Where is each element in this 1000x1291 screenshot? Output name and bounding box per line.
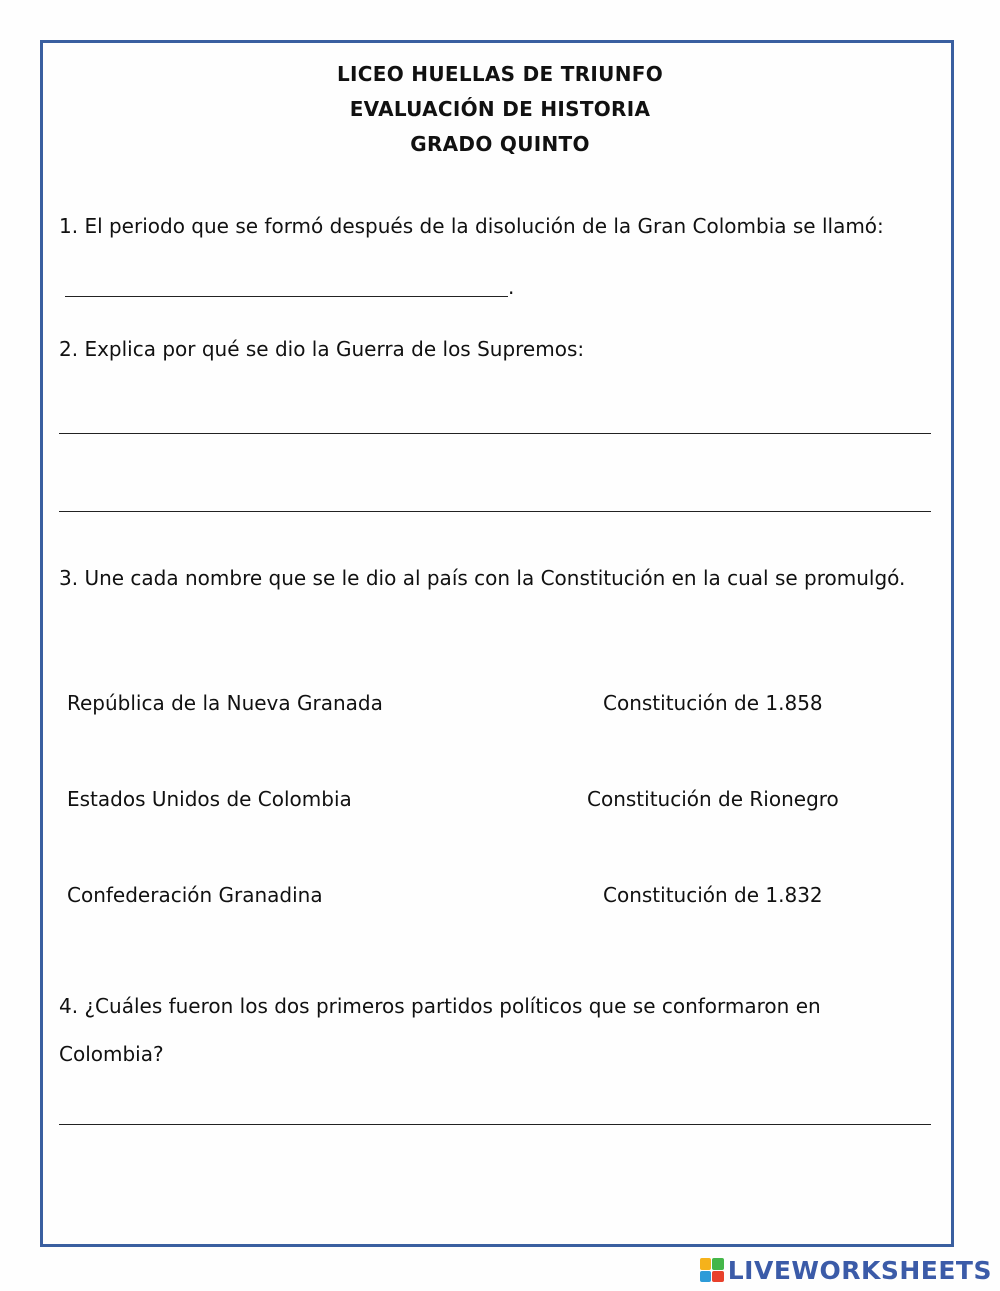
match-constitution-1[interactable]: Constitución de 1.858 — [603, 691, 823, 715]
liveworksheets-logo-icon — [700, 1258, 724, 1282]
question-2: 2. Explica por qué se dio la Guerra de los Supremos: — [59, 337, 585, 361]
match-name-3[interactable]: Confederación Granadina — [67, 883, 323, 907]
question-4-line-2: Colombia? — [59, 1042, 164, 1066]
question-4-line-1: 4. ¿Cuáles fueron los dos primeros partidos políticos que se conformaron en — [59, 994, 821, 1018]
answer-line-1-period: . — [508, 275, 515, 299]
grade-level: GRADO QUINTO — [410, 132, 590, 156]
match-name-2[interactable]: Estados Unidos de Colombia — [67, 787, 352, 811]
liveworksheets-logo-text: LIVEWORKSHEETS — [727, 1255, 992, 1285]
answer-line-4[interactable] — [59, 1124, 931, 1125]
exam-title: EVALUACIÓN DE HISTORIA — [349, 97, 651, 121]
match-constitution-3[interactable]: Constitución de 1.832 — [603, 883, 823, 907]
answer-line-2b[interactable] — [59, 511, 931, 512]
match-name-1[interactable]: República de la Nueva Granada — [67, 691, 383, 715]
school-name: LICEO HUELLAS DE TRIUNFO — [336, 62, 664, 86]
answer-line-1[interactable] — [65, 296, 508, 297]
liveworksheets-logo — [700, 1255, 992, 1285]
question-3: 3. Une cada nombre que se le dio al país con la Constitución en la cual se promulgó. — [59, 566, 906, 590]
question-1: 1. El periodo que se formó después de la disolución de la Gran Colombia se llamó: — [59, 214, 884, 238]
match-constitution-2[interactable]: Constitución de Rionegro — [587, 787, 839, 811]
answer-line-2a[interactable] — [59, 433, 931, 434]
